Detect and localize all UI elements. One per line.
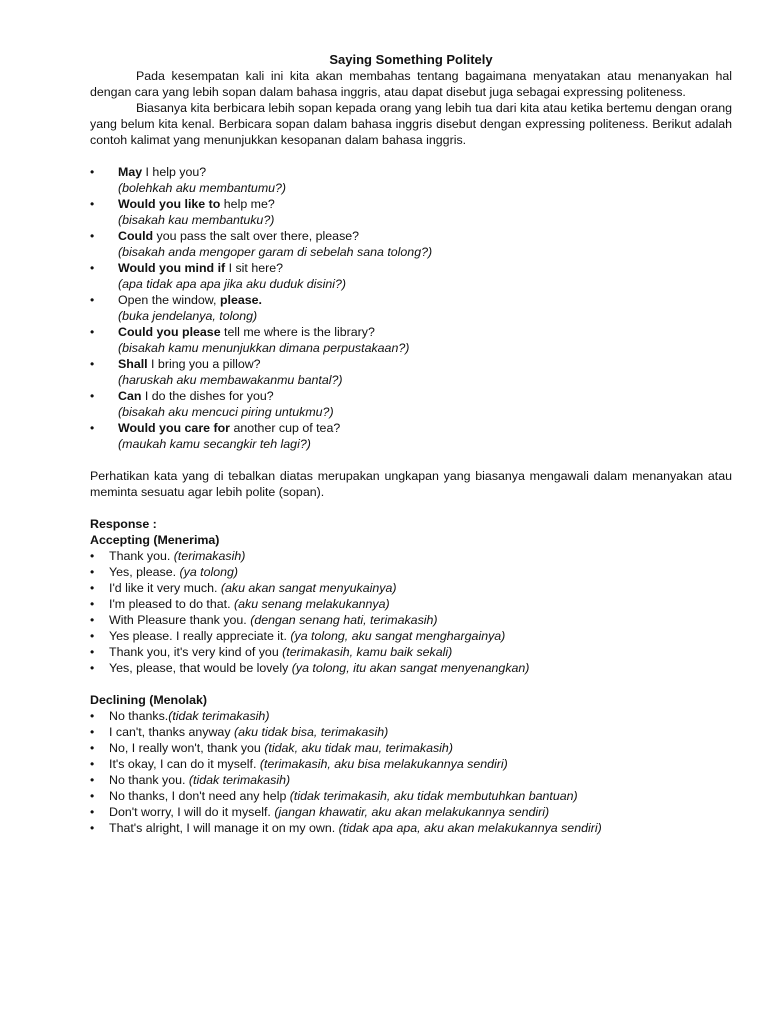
document-content (90, 52, 732, 836)
example-keyword: Could (118, 229, 154, 243)
example-text: help me? (220, 197, 275, 211)
list-item (90, 420, 732, 452)
spacer (90, 148, 732, 164)
response-translation: (tidak terimakasih, aku tidak membutuhkan bantuan) (289, 789, 578, 803)
response-english: Thank you, it's very kind of you (109, 645, 283, 659)
list-item (90, 196, 732, 228)
list-item (90, 580, 732, 596)
response-english: I'm pleased to do that. (109, 597, 234, 611)
example-text: I do the dishes for you? (141, 389, 274, 403)
example-keyword: please. (219, 293, 262, 307)
response-translation: (ya tolong, aku sangat menghargainya) (290, 629, 506, 643)
response-translation: (tidak terimakasih) (168, 709, 270, 723)
declining-heading: Declining (Menolak) (90, 693, 208, 707)
list-item (90, 756, 732, 772)
list-item (90, 804, 732, 820)
example-text: another cup of tea? (230, 421, 341, 435)
example-keyword: Shall (118, 357, 148, 371)
response-english: Yes, please, that would be lovely (109, 661, 292, 675)
example-text: you pass the salt over there, please? (153, 229, 360, 243)
polite-expressions-list (90, 164, 732, 452)
list-item (90, 388, 732, 420)
response-english: No thanks. (109, 709, 169, 723)
list-item (90, 260, 732, 292)
note-paragraph: Perhatikan kata yang di tebalkan diatas merupakan ungkapan yang biasanya mengawali dalam menanyakan atau meminta sesuatu agar lebih polite (sopan). (90, 469, 732, 499)
list-item (90, 356, 732, 388)
response-english: It's okay, I can do it myself. (109, 757, 260, 771)
response-english: That's alright, I will manage it on my own. (109, 821, 339, 835)
response-translation: (terimakasih, aku bisa melakukannya sendiri) (259, 757, 508, 771)
list-item (90, 772, 732, 788)
list-item (90, 596, 732, 612)
response-translation: (terimakasih) (173, 549, 246, 563)
list-item (90, 660, 732, 676)
list-item (90, 708, 732, 724)
example-translation: (bisakah kau membantuku?) (118, 213, 275, 227)
response-english: I can't, thanks anyway (109, 725, 234, 739)
example-translation: (maukah kamu secangkir teh lagi?) (118, 437, 311, 451)
example-translation: (bisakah kamu menunjukkan dimana perpustakaan?) (118, 341, 410, 355)
example-keyword: May (118, 165, 143, 179)
list-item (90, 612, 732, 628)
list-item (90, 724, 732, 740)
example-translation: (bisakah aku mencuci piring untukmu?) (118, 405, 334, 419)
response-translation: (aku senang melakukannya) (233, 597, 390, 611)
accepting-list (90, 548, 732, 676)
spacer (90, 676, 732, 692)
example-keyword: Would you mind if (118, 261, 226, 275)
example-text: tell me where is the library? (220, 325, 375, 339)
response-translation: (jangan khawatir, aku akan melakukannya sendiri) (274, 805, 550, 819)
response-translation: (ya tolong, itu akan sangat menyenangkan) (291, 661, 530, 675)
example-keyword: Would you care for (118, 421, 230, 435)
example-keyword: Can (118, 389, 142, 403)
spacer (90, 452, 732, 468)
response-translation: (tidak, aku tidak mau, terimakasih) (264, 741, 453, 755)
response-heading: Response : (90, 517, 157, 531)
response-english: Yes, please. (109, 565, 180, 579)
response-english: Thank you. (109, 549, 174, 563)
list-item (90, 164, 732, 196)
example-text: I help you? (142, 165, 207, 179)
list-item (90, 820, 732, 836)
response-translation: (aku akan sangat menyukainya) (220, 581, 397, 595)
response-translation: (aku tidak bisa, terimakasih) (233, 725, 389, 739)
response-english: No thank you. (109, 773, 189, 787)
example-text: I sit here? (225, 261, 284, 275)
list-item (90, 548, 732, 564)
list-item (90, 628, 732, 644)
example-keyword: Would you like to (118, 197, 221, 211)
spacer (90, 500, 732, 516)
intro-paragraph-2: Biasanya kita berbicara lebih sopan kepada orang yang lebih tua dari kita atau ketika bertemu dengan orang yang belum kita kenal. Berbicara sopan dalam bahasa inggris disebut dengan expressing politeness. Berikut adalah contoh kalimat yang menunjukkan kesopanan dalam bahasa inggris. (90, 101, 732, 147)
response-translation: (tidak apa apa, aku akan melakukannya sendiri) (338, 821, 602, 835)
accepting-heading: Accepting (Menerima) (90, 533, 220, 547)
response-english: Don't worry, I will do it myself. (109, 805, 275, 819)
response-translation: (ya tolong) (179, 565, 239, 579)
example-translation: (bisakah anda mengoper garam di sebelah sana tolong?) (118, 245, 433, 259)
intro-paragraph-1: Pada kesempatan kali ini kita akan membahas tentang bagaimana menyatakan atau menanyakan hal dengan cara yang lebih sopan dalam bahasa inggris, atau dapat disebut juga sebagai expressing politeness. (90, 69, 732, 99)
example-text: Open the window, (118, 293, 220, 307)
list-item (90, 564, 732, 580)
response-english: I'd like it very much. (109, 581, 221, 595)
response-english: Yes please. I really appreciate it. (109, 629, 291, 643)
page-title: Saying Something Politely (329, 52, 493, 67)
response-translation: (terimakasih, kamu baik sekali) (282, 645, 453, 659)
list-item (90, 788, 732, 804)
response-english: No, I really won't, thank you (109, 741, 265, 755)
response-english: No thanks, I don't need any help (109, 789, 290, 803)
list-item (90, 228, 732, 260)
example-text: I bring you a pillow? (147, 357, 261, 371)
example-translation: (bolehkah aku membantumu?) (118, 181, 287, 195)
list-item (90, 324, 732, 356)
response-translation: (dengan senang hati, terimakasih) (250, 613, 438, 627)
response-english: With Pleasure thank you. (109, 613, 251, 627)
example-translation: (buka jendelanya, tolong) (118, 309, 258, 323)
list-item (90, 292, 732, 324)
example-translation: (haruskah aku membawakanmu bantal?) (118, 373, 343, 387)
response-translation: (tidak terimakasih) (188, 773, 291, 787)
example-translation: (apa tidak apa apa jika aku duduk disini?) (118, 277, 346, 291)
list-item (90, 644, 732, 660)
list-item (90, 740, 732, 756)
declining-list (90, 708, 732, 836)
example-keyword: Could you please (118, 325, 221, 339)
